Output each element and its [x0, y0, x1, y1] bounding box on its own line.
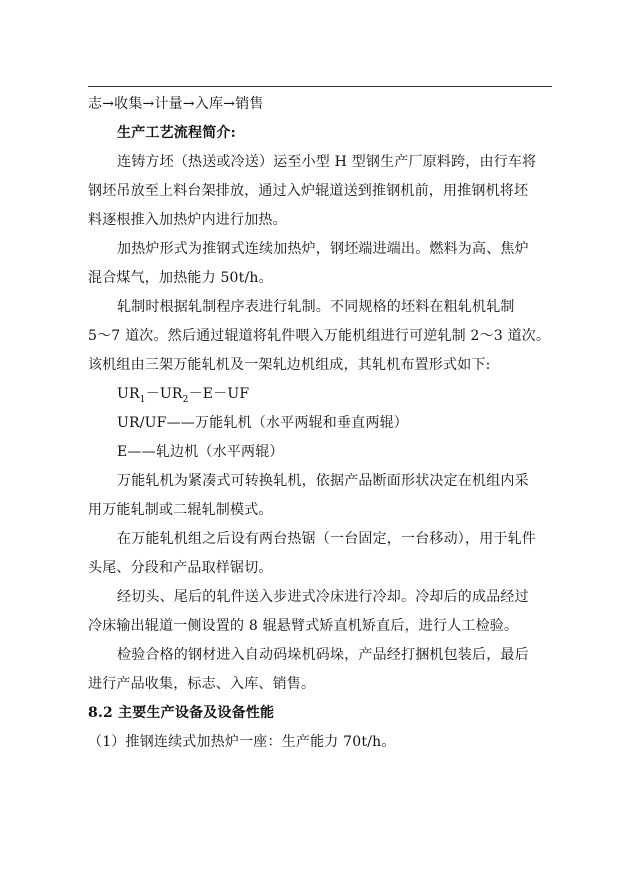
paragraph-line: E——轧边机（水平两辊） — [117, 444, 284, 460]
paragraph-line: 冷床输出辊道一侧设置的 8 辊悬臂式矫直机矫直后，进行人工检验。 — [88, 618, 519, 634]
paragraph-line: 连铸方坯（热送或冷送）运至小型 H 型钢生产厂原料跨，由行车将 — [117, 154, 537, 170]
paragraph-line: UR/UF——万能轧机（水平两辊和垂直两辊） — [117, 415, 408, 431]
document-body — [88, 90, 552, 757]
paragraph-line: 万能轧机为紧凑式可转换轧机，依据产品断面形状决定在机组内采 — [117, 473, 529, 489]
paragraph-line: 混合煤气，加热能力 50t/h。 — [88, 270, 273, 286]
paragraph-line: 轧制时根据轧制程序表进行轧制。不同规格的坯料在粗轧机轧制 — [117, 299, 515, 315]
formula-sub-1: 1 — [139, 395, 146, 405]
paragraph-line: 进行产品收集，标志、入库、销售。 — [88, 676, 316, 692]
paragraph-line: 头尾、分段和产品取样锯切。 — [88, 560, 273, 576]
header-rule — [88, 86, 552, 87]
formula-rest: －E－UF — [188, 386, 250, 402]
paragraph-line: 料逐根推入加热炉内进行加热。 — [88, 212, 287, 228]
paragraph-line: 5～7 道次。然后通过辊道将轧件喂入万能机组进行可逆轧制 2～3 道次。 — [88, 328, 551, 344]
list-item: （1）推钢连续式加热炉一座：生产能力 70t/h。 — [88, 734, 396, 750]
paragraph-line: 经切头、尾后的轧件送入步进式冷床进行冷却。冷却后的成品经过 — [117, 589, 529, 605]
paragraph-line: 钢坯吊放至上料台架排放，通过入炉辊道送到推钢机前，用推钢机将坯 — [88, 183, 529, 199]
paragraph-line: 在万能轧机组之后设有两台热锯（一台固定，一台移动），用于轧件 — [117, 531, 536, 547]
formula-ur1: UR — [117, 386, 140, 402]
section-heading: 8.2 主要生产设备及设备性能 — [88, 705, 275, 721]
formula-dash: － — [145, 386, 160, 402]
paragraph-line: 加热炉形式为推钢式连续加热炉，钢坯端进端出。燃料为高、焦炉 — [117, 241, 529, 257]
paragraph-line: 该机组由三架万能轧机及一架轧边机组成，其轧机布置形式如下: — [88, 357, 491, 373]
section-heading: 生产工艺流程简介: — [117, 125, 236, 141]
text-line: 志→收集→计量→入库→销售 — [88, 96, 264, 112]
formula-sub-2: 2 — [182, 395, 189, 405]
paragraph-line: 检验合格的钢材进入自动码垛机码垛，产品经打捆机包装后，最后 — [117, 647, 529, 663]
formula-ur2: UR — [159, 386, 183, 402]
mill-layout-formula — [88, 380, 552, 409]
paragraph-line: 用万能轧制或二辊轧制模式。 — [88, 502, 273, 518]
